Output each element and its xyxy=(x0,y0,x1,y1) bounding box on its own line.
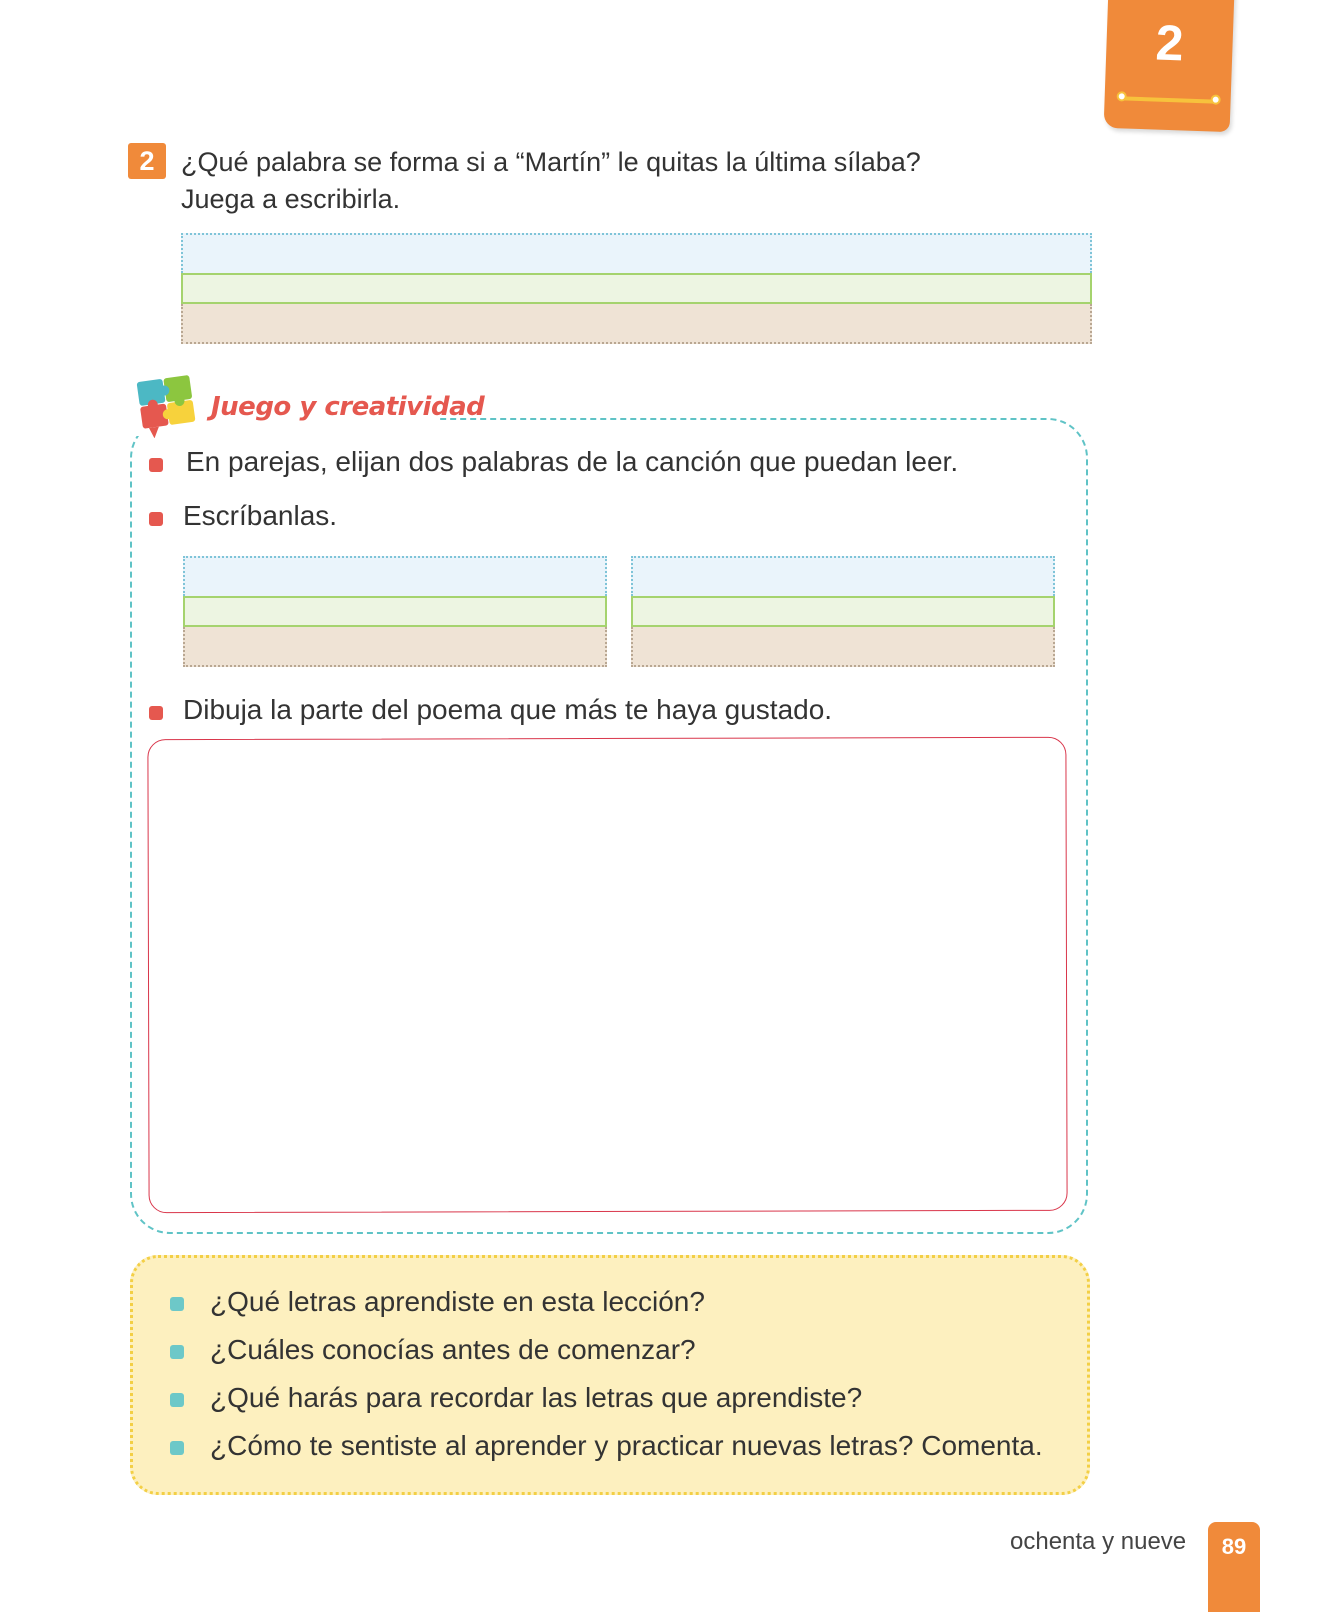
page-number-words: ochenta y nueve xyxy=(1010,1528,1187,1555)
writing-line-middle xyxy=(631,596,1055,627)
bullet-marker xyxy=(170,1297,184,1311)
writing-line-middle xyxy=(181,273,1092,304)
bullet-marker xyxy=(149,706,163,720)
page-number-tab xyxy=(1208,1522,1260,1612)
writing-line-lower xyxy=(181,304,1092,344)
writing-line-upper xyxy=(631,556,1055,596)
instruction-write: Escríbanlas. xyxy=(183,500,338,531)
reflection-question-4: ¿Cómo te sentiste al aprender y practicar nuevas letras? Comenta. xyxy=(210,1430,1043,1461)
instruction-draw: Dibuja la parte del poema que más te haya gustado. xyxy=(183,694,833,725)
writing-lines-answer[interactable] xyxy=(181,233,1092,344)
puzzle-icon xyxy=(136,372,202,438)
instruction-pairs: En parejas, elijan dos palabras de la canción que puedan leer. xyxy=(186,446,959,477)
bullet-marker xyxy=(170,1345,184,1359)
activity-number-badge: 2 xyxy=(128,143,166,179)
reflection-question-1: ¿Qué letras aprendiste en esta lección? xyxy=(210,1286,705,1317)
unit-tab-dot-right xyxy=(1210,94,1220,104)
writing-line-lower xyxy=(631,627,1055,667)
drawing-area[interactable] xyxy=(147,737,1067,1213)
writing-line-upper xyxy=(181,233,1092,273)
activity-prompt-line2: Juega a escribirla. xyxy=(181,184,401,214)
bullet-marker xyxy=(170,1393,184,1407)
activity-prompt-line1: ¿Qué palabra se forma si a “Martín” le quitas la última sílaba? xyxy=(181,147,921,177)
page-number: 89 xyxy=(1221,1534,1247,1559)
writing-line-lower xyxy=(183,627,607,667)
unit-tab-decoration xyxy=(1121,96,1217,103)
bullet-marker xyxy=(149,458,163,472)
section-title: Juego y creatividad xyxy=(211,392,485,422)
bullet-marker xyxy=(149,512,163,526)
unit-tab xyxy=(1104,0,1235,132)
unit-number: 2 xyxy=(1154,14,1185,72)
bullet-marker xyxy=(170,1441,184,1455)
reflection-question-3: ¿Qué harás para recordar las letras que aprendiste? xyxy=(210,1382,863,1413)
writing-line-upper xyxy=(183,556,607,596)
writing-lines-word-2[interactable] xyxy=(631,556,1055,667)
reflection-question-2: ¿Cuáles conocías antes de comenzar? xyxy=(210,1334,696,1365)
activity-prompt xyxy=(181,144,921,218)
writing-line-middle xyxy=(183,596,607,627)
writing-lines-word-1[interactable] xyxy=(183,556,607,667)
